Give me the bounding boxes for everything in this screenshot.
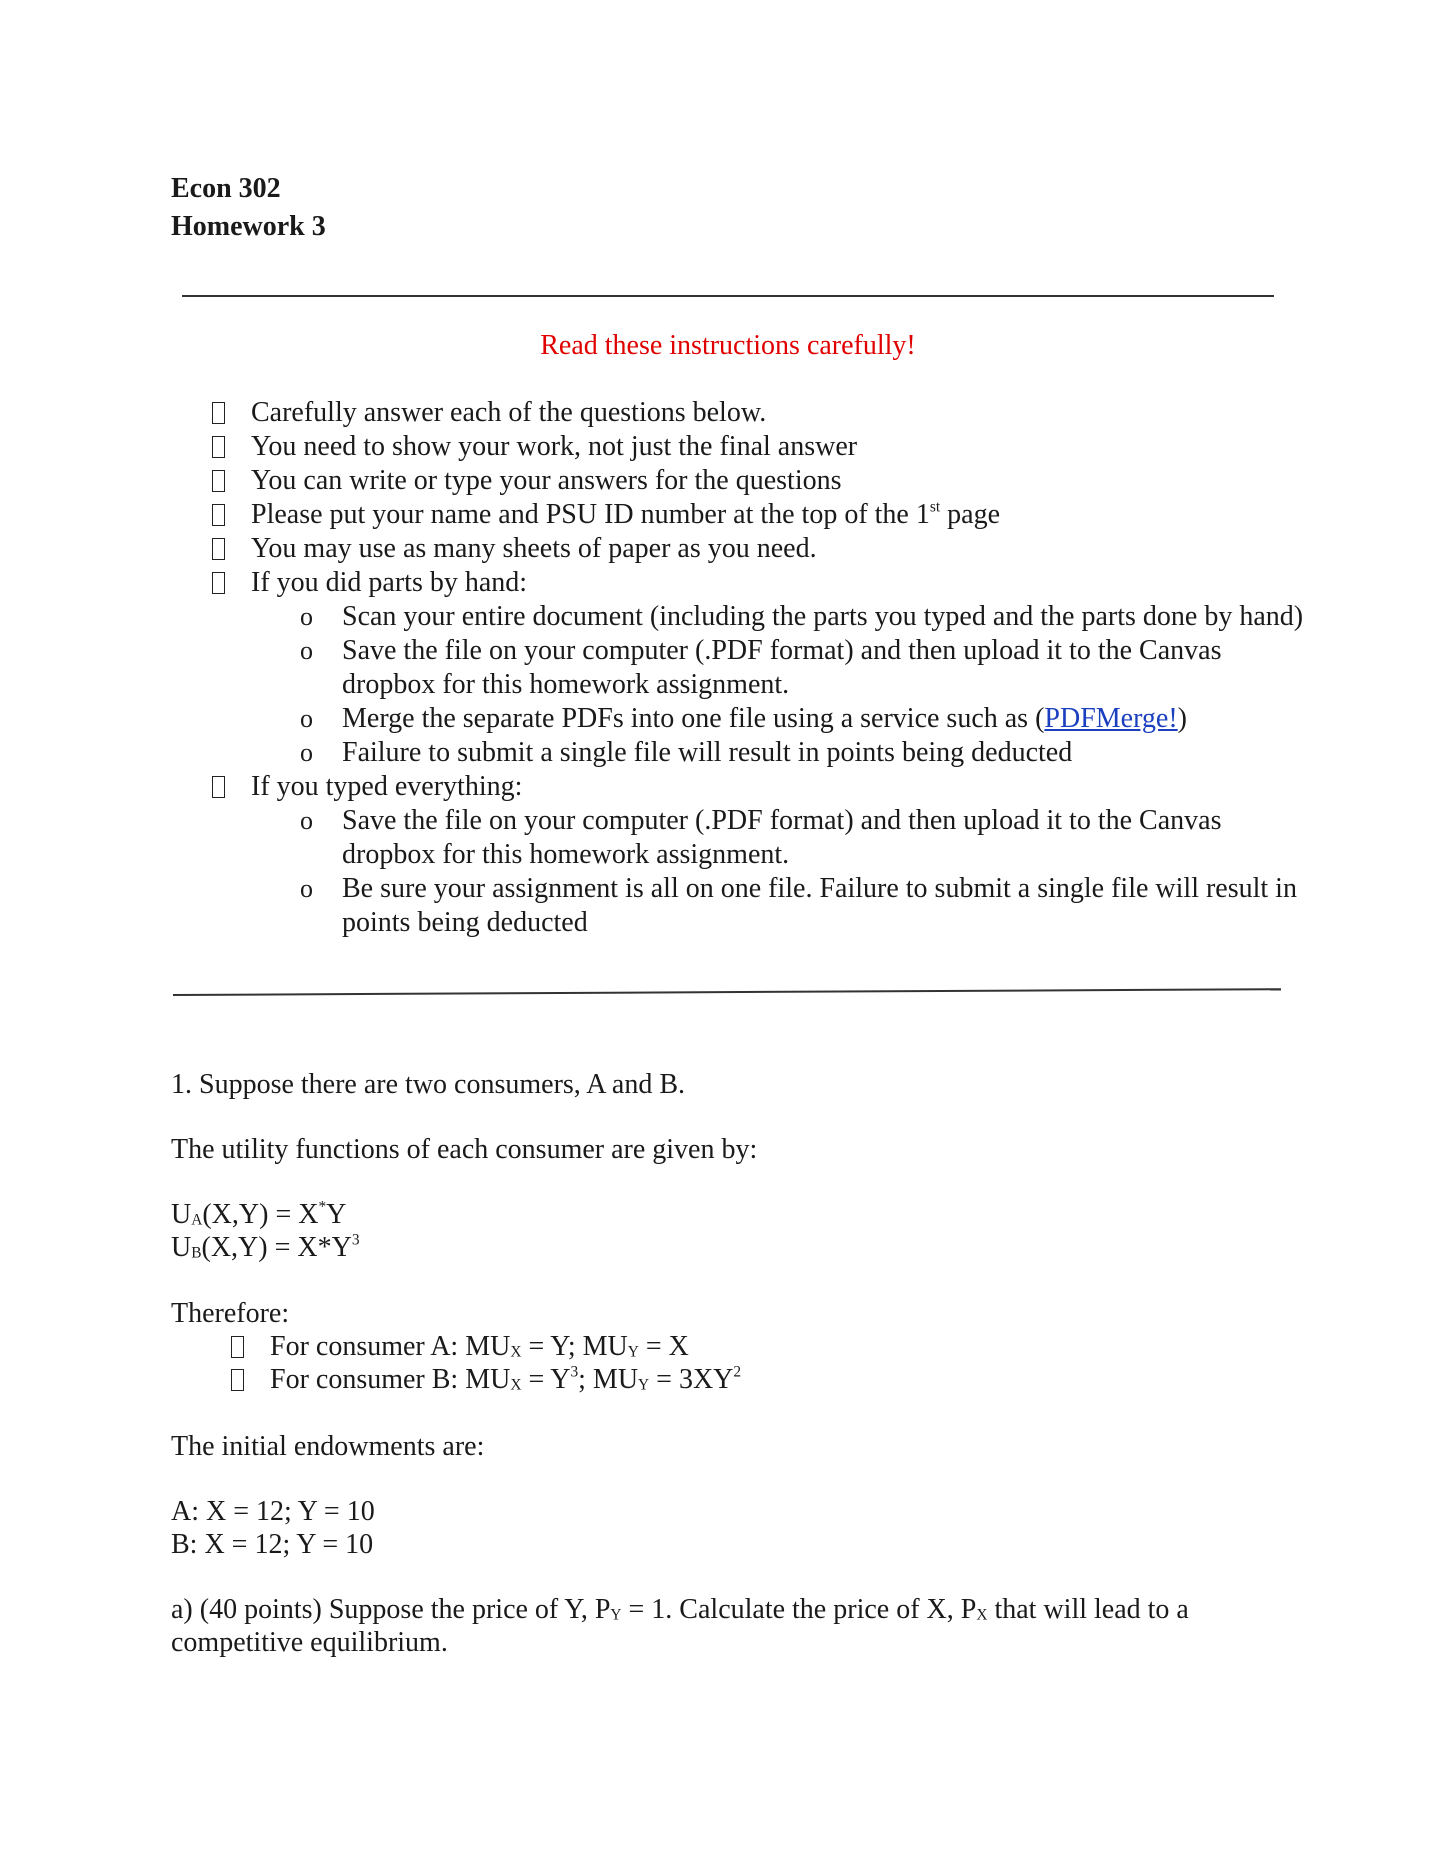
instruction-item: If you did parts by hand: — [212, 566, 1312, 600]
instruction-item: You may use as many sheets of paper as you need. — [212, 532, 1312, 566]
course-title: Econ 302 — [171, 173, 281, 204]
sub-instruction-item: o Be sure your assignment is all on one file. Failure to submit a single file will result in points being deducted — [300, 873, 1297, 938]
circle-bullet-icon: o — [300, 636, 313, 665]
instruction-item: Please put your name and PSU ID number at the top of the 1st page — [212, 498, 1312, 532]
utility-function-b: $U_B(X,Y) = X*Y^3$ — [171, 1231, 360, 1263]
circle-bullet-icon: o — [300, 738, 313, 767]
therefore-label: Therefore: — [171, 1298, 290, 1329]
checkbox-bullet-icon — [231, 1336, 244, 1358]
checkbox-bullet-icon — [212, 776, 225, 798]
checkbox-bullet-icon — [212, 504, 225, 526]
checkbox-bullet-icon — [231, 1369, 244, 1391]
checkbox-bullet-icon — [212, 436, 225, 458]
circle-bullet-icon: o — [300, 874, 313, 903]
sub-instruction-item: o Scan your entire document (including the parts you typed and the parts done by hand) — [300, 601, 1304, 632]
checkbox-bullet-icon — [212, 402, 225, 424]
utility-function-a: $U_A(X,Y) = X^*Y$ — [171, 1198, 347, 1230]
marginal-utility-b: For consumer B: $MU_X = Y^3$; $MU_Y = 3XY^2$ — [231, 1363, 1291, 1396]
utility-intro: The utility functions of each consumer are given by: — [171, 1134, 758, 1165]
sub-instruction-item: o Save the file on your computer (.PDF format) and then upload it to the Canvas dropbox for this homework assignment. — [300, 635, 1222, 700]
endowment-b: B: X = 12; Y = 10 — [171, 1529, 374, 1560]
part-a-question: a) (40 points) Suppose the price of Y, $P_Y = 1$. Calculate the price of X, $P_X$ that will lead to a competitive equilibrium. — [171, 1594, 1189, 1658]
marginal-utility-a: For consumer A: $MU_X = Y$; $MU_Y = X$ — [231, 1330, 1291, 1363]
instruction-item: You need to show your work, not just the final answer — [212, 430, 1312, 464]
checkbox-bullet-icon — [212, 572, 225, 594]
instruction-item: If you typed everything: — [212, 770, 1312, 804]
bottom-divider — [173, 988, 1281, 996]
endowment-a: A: X = 12; Y = 10 — [171, 1496, 375, 1527]
checkbox-bullet-icon — [212, 538, 225, 560]
assignment-title: Homework 3 — [171, 211, 326, 242]
instruction-item: Carefully answer each of the questions below. — [212, 396, 1312, 430]
instruction-item: You can write or type your answers for the questions — [212, 464, 1312, 498]
pdfmerge-link[interactable]: PDFMerge! — [1044, 703, 1178, 734]
document-header — [171, 170, 326, 246]
marginal-utilities — [171, 1330, 1291, 1396]
top-divider — [182, 295, 1274, 297]
instructions-list — [212, 396, 1312, 940]
checkbox-bullet-icon — [212, 470, 225, 492]
circle-bullet-icon: o — [300, 602, 313, 631]
question-intro: 1. Suppose there are two consumers, A and B. — [171, 1069, 686, 1100]
sub-instruction-item: o Save the file on your computer (.PDF format) and then upload it to the Canvas dropbox for this homework assignment. — [300, 805, 1222, 870]
endowment-intro: The initial endowments are: — [171, 1431, 485, 1462]
sub-instruction-item: o Failure to submit a single file will result in points being deducted — [300, 737, 1073, 768]
sub-instruction-item: o Merge the separate PDFs into one file using a service such as (PDFMerge!) — [300, 703, 1187, 734]
circle-bullet-icon: o — [300, 704, 313, 733]
instructions-warning: Read these instructions carefully! — [540, 330, 916, 361]
circle-bullet-icon: o — [300, 806, 313, 835]
